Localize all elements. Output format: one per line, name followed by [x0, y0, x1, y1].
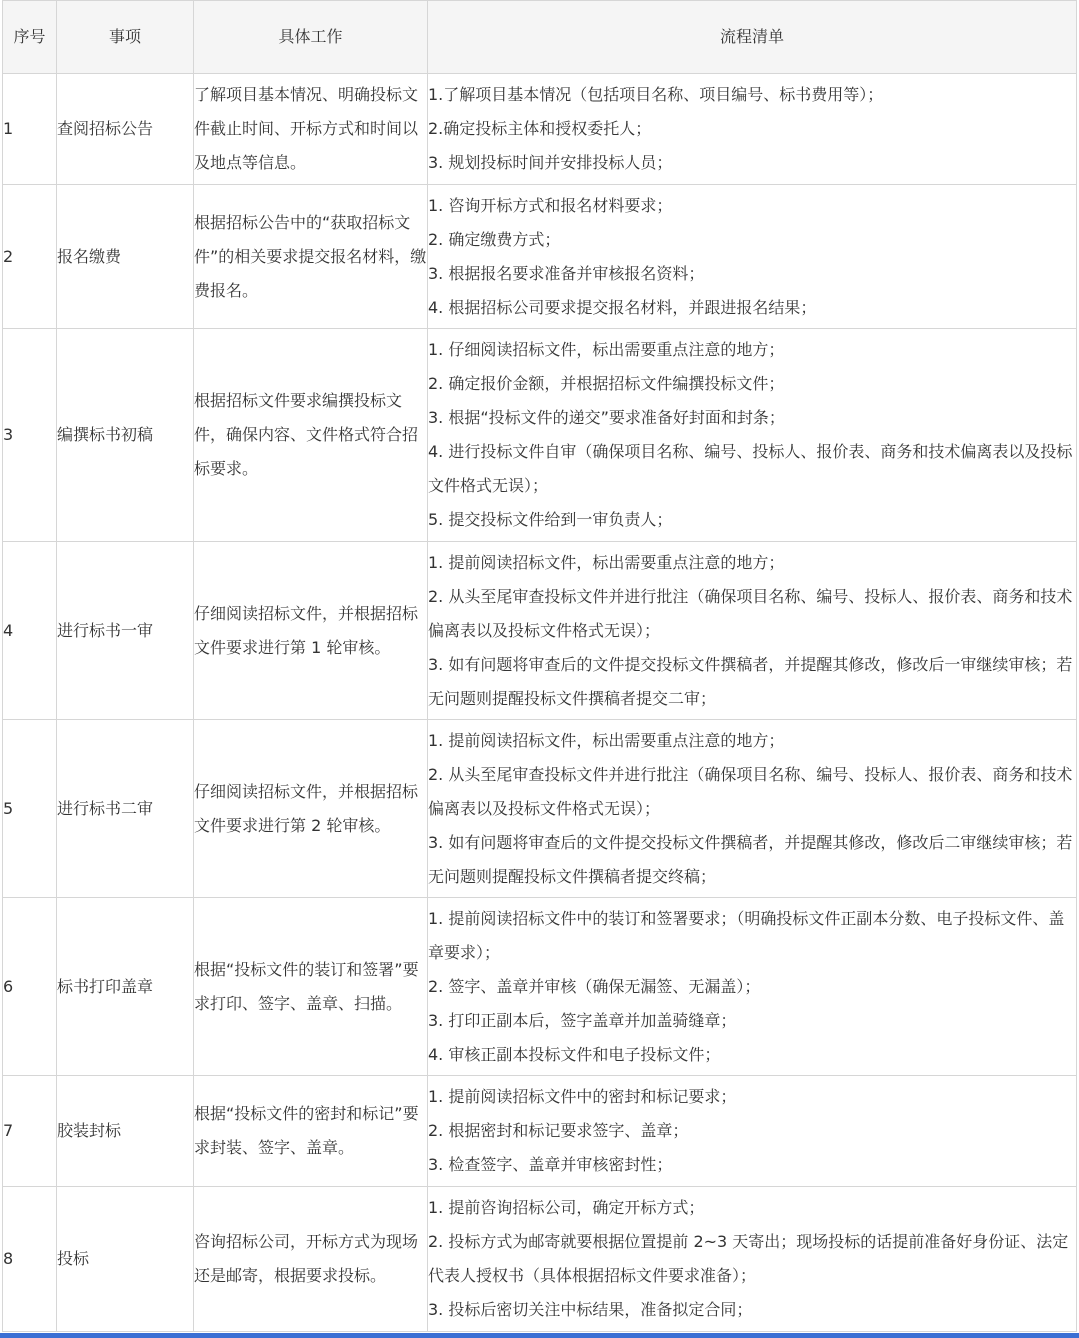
header-row [3, 1, 1077, 74]
header-item: 事项 [57, 1, 194, 74]
row-work: 仔细阅读招标文件，并根据招标文件要求进行第 1 轮审核。 [194, 542, 428, 720]
table-row [3, 1187, 1077, 1332]
checklist-line: 3. 打印正副本后，签字盖章并加盖骑缝章； [428, 1010, 737, 1030]
row-checklist [428, 898, 1077, 1076]
checklist-line: 2. 确定缴费方式； [428, 229, 561, 249]
checklist-line: 3. 规划投标时间并安排投标人员； [428, 153, 673, 172]
row-item: 查阅招标公告 [57, 74, 194, 185]
checklist-line: 1.了解项目基本情况（包括项目名称、项目编号、标书费用等）； [428, 85, 884, 104]
row-work: 根据招标公告中的“获取招标文件”的相关要求提交报名材料，缴费报名。 [194, 185, 428, 329]
checklist-line: 3. 根据“投标文件的递交”要求准备好封面和封条； [428, 408, 785, 427]
table-row [3, 542, 1077, 720]
checklist-line: 2. 根据密封和标记要求签字、盖章； [428, 1121, 689, 1140]
row-number: 8 [3, 1187, 57, 1332]
row-number: 7 [3, 1076, 57, 1187]
checklist-line: 2. 从头至尾审查投标文件并进行批注（确保项目名称、编号、投标人、报价表、商务和技术偏离表以及投标文件格式无误）； [428, 764, 1073, 818]
header-number: 序号 [3, 1, 57, 74]
row-number: 2 [3, 185, 57, 329]
row-checklist [428, 329, 1077, 542]
row-item: 编撰标书初稿 [57, 329, 194, 542]
bottom-scroll-bar [0, 1333, 1079, 1338]
checklist-line: 2. 投标方式为邮寄就要根据位置提前 2~3 天寄出；现场投标的话提前准备好身份证、法定代表人授权书（具体根据招标文件要求准备）； [428, 1232, 1069, 1285]
row-checklist [428, 542, 1077, 720]
row-checklist [428, 74, 1077, 185]
checklist-line: 3. 如有问题将审查后的文件提交投标文件撰稿者，并提醒其修改，修改后一审继续审核；若无问题则提醒投标文件撰稿者提交二审； [428, 654, 1073, 708]
header-checklist: 流程清单 [428, 1, 1077, 74]
checklist-line: 1. 提前阅读招标文件中的装订和签署要求；（明确投标文件正副本分数、电子投标文件、盖章要求）； [428, 908, 1065, 962]
row-number: 3 [3, 329, 57, 542]
checklist-line: 3. 投标后密切关注中标结果，准备拟定合同； [428, 1300, 753, 1319]
checklist-line: 2. 确定报价金额，并根据招标文件编撰投标文件； [428, 374, 785, 393]
row-checklist [428, 1076, 1077, 1187]
row-work: 根据“投标文件的密封和标记”要求封装、签字、盖章。 [194, 1076, 428, 1187]
checklist-line: 4. 根据招标公司要求提交报名材料，并跟进报名结果； [428, 297, 817, 317]
row-number: 1 [3, 74, 57, 185]
checklist-line: 1. 提前阅读招标文件，标出需要重点注意的地方； [428, 552, 785, 572]
table-row [3, 329, 1077, 542]
table-row [3, 898, 1077, 1076]
row-item: 进行标书二审 [57, 720, 194, 898]
row-item: 标书打印盖章 [57, 898, 194, 1076]
row-item: 报名缴费 [57, 185, 194, 329]
checklist-line: 1. 仔细阅读招标文件，标出需要重点注意的地方； [428, 340, 785, 359]
row-item: 进行标书一审 [57, 542, 194, 720]
row-work: 仔细阅读招标文件，并根据招标文件要求进行第 2 轮审核。 [194, 720, 428, 898]
table-row [3, 1076, 1077, 1187]
checklist-line: 3. 如有问题将审查后的文件提交投标文件撰稿者，并提醒其修改，修改后二审继续审核；若无问题则提醒投标文件撰稿者提交终稿； [428, 832, 1073, 886]
table-row [3, 185, 1077, 329]
checklist-line: 1. 咨询开标方式和报名材料要求； [428, 195, 673, 215]
row-checklist [428, 720, 1077, 898]
checklist-line: 4. 进行投标文件自审（确保项目名称、编号、投标人、报价表、商务和技术偏离表以及投标文件格式无误）； [428, 442, 1073, 495]
checklist-line: 3. 检查签字、盖章并审核密封性； [428, 1155, 673, 1174]
checklist-line: 1. 提前咨询招标公司，确定开标方式； [428, 1198, 705, 1217]
row-item: 胶装封标 [57, 1076, 194, 1187]
process-table [2, 0, 1077, 1332]
checklist-line: 2.确定投标主体和授权委托人； [428, 119, 652, 138]
table-row [3, 720, 1077, 898]
row-checklist [428, 1187, 1077, 1332]
checklist-line: 1. 提前阅读招标文件，标出需要重点注意的地方； [428, 730, 785, 750]
row-work: 咨询招标公司，开标方式为现场还是邮寄，根据要求投标。 [194, 1187, 428, 1332]
table-row [3, 74, 1077, 185]
checklist-line: 2. 从头至尾审查投标文件并进行批注（确保项目名称、编号、投标人、报价表、商务和技术偏离表以及投标文件格式无误）； [428, 586, 1073, 640]
checklist-line: 1. 提前阅读招标文件中的密封和标记要求； [428, 1087, 737, 1106]
row-work: 了解项目基本情况、明确投标文件截止时间、开标方式和时间以及地点等信息。 [194, 74, 428, 185]
checklist-line: 4. 审核正副本投标文件和电子投标文件； [428, 1044, 721, 1064]
checklist-line: 3. 根据报名要求准备并审核报名资料； [428, 263, 705, 283]
row-number: 6 [3, 898, 57, 1076]
row-work: 根据招标文件要求编撰投标文件，确保内容、文件格式符合招标要求。 [194, 329, 428, 542]
checklist-line: 2. 签字、盖章并审核（确保无漏签、无漏盖）； [428, 976, 761, 996]
table-body [3, 74, 1077, 1332]
row-item: 投标 [57, 1187, 194, 1332]
row-number: 4 [3, 542, 57, 720]
checklist-line: 5. 提交投标文件给到一审负责人； [428, 510, 673, 529]
row-work: 根据“投标文件的装订和签署”要求打印、签字、盖章、扫描。 [194, 898, 428, 1076]
row-number: 5 [3, 720, 57, 898]
row-checklist [428, 185, 1077, 329]
header-work: 具体工作 [194, 1, 428, 74]
